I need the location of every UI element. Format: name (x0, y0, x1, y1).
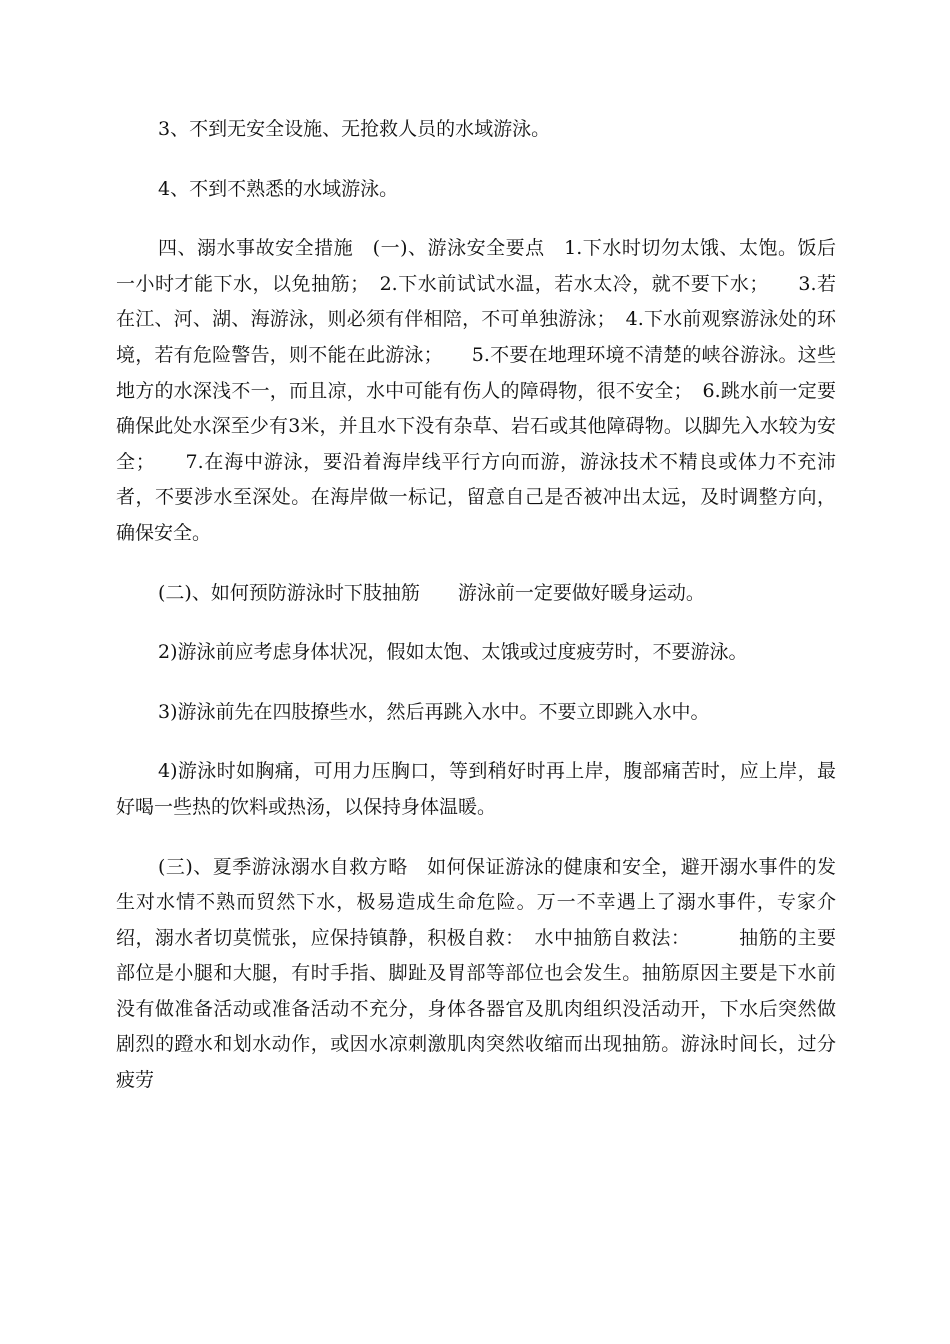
paragraph-rule-4: 4、不到不熟悉的水域游泳。 (158, 177, 399, 200)
document-page (116, 112, 836, 1123)
paragraph-prevent-cramps: (二)、如何预防游泳时下肢抽筋 游泳前一定要做好暖身运动。 (158, 581, 705, 604)
paragraph-rule-3: 3、不到无安全设施、无抢救人员的水域游泳。 (158, 118, 551, 140)
paragraph-cramps-tip-4: 4)游泳时如胸痛，可用力压胸口，等到稍好时再上岸，腹部痛苦时，应上岸，最好喝一些热的饮料或热汤，以保持身体温暖。 (116, 760, 836, 818)
paragraph-self-rescue: (三)、夏季游泳溺水自救方略 如何保证游泳的健康和安全，避开溺水事件的发生对水情不熟而贸然下水，极易造成生命危险。万一不幸遇上了溺水事件，专家介绍，溺水者切莫慌张，应保持镇静，积极自救： 水中抽筋自救法： 抽筋的主要部位是小腿和大腿，有时手指、脚趾及胃部等部位也会发生。抽筋原因主要是下水前没有做准备活动或准备活动不充分，身体各器官及肌肉组织没活动开，下水后突然做剧烈的蹬水和划水动作，或因水凉刺激肌肉突然收缩而出现抽筋。游泳时间长，过分疲劳 (116, 855, 836, 1092)
paragraph-cramps-tip-3: 3)游泳前先在四肢撩些水，然后再跳入水中。不要立即跳入水中。 (158, 700, 710, 723)
paragraph-safety-measures: 四、溺水事故安全措施 (一)、游泳安全要点 1.下水时切勿太饿、太饱。饭后一小时才能下水，以免抽筋； 2.下水前试试水温，若水太冷，就不要下水； 3.若在江、河、湖、海游泳，则必须有伴相陪，不可单独游泳； 4.下水前观察游泳处的环境，若有危险警告，则不能在此游泳； 5.不要在地理环境不清楚的峡谷游泳。这些地方的水深浅不一，而且凉，水中可能有伤人的障碍物，很不安全； 6.跳水前一定要确保此处水深至少有3米，并且水下没有杂草、岩石或其他障碍物。以脚先入水较为安全； 7.在海中游泳，要沿着海岸线平行方向而游，游泳技术不精良或体力不充沛者，不要涉水至深处。在海岸做一标记，留意自己是否被冲出太远，及时调整方向，确保安全。 (116, 237, 836, 544)
paragraph-cramps-tip-2: 2)游泳前应考虑身体状况，假如太饱、太饿或过度疲劳时，不要游泳。 (158, 641, 748, 664)
